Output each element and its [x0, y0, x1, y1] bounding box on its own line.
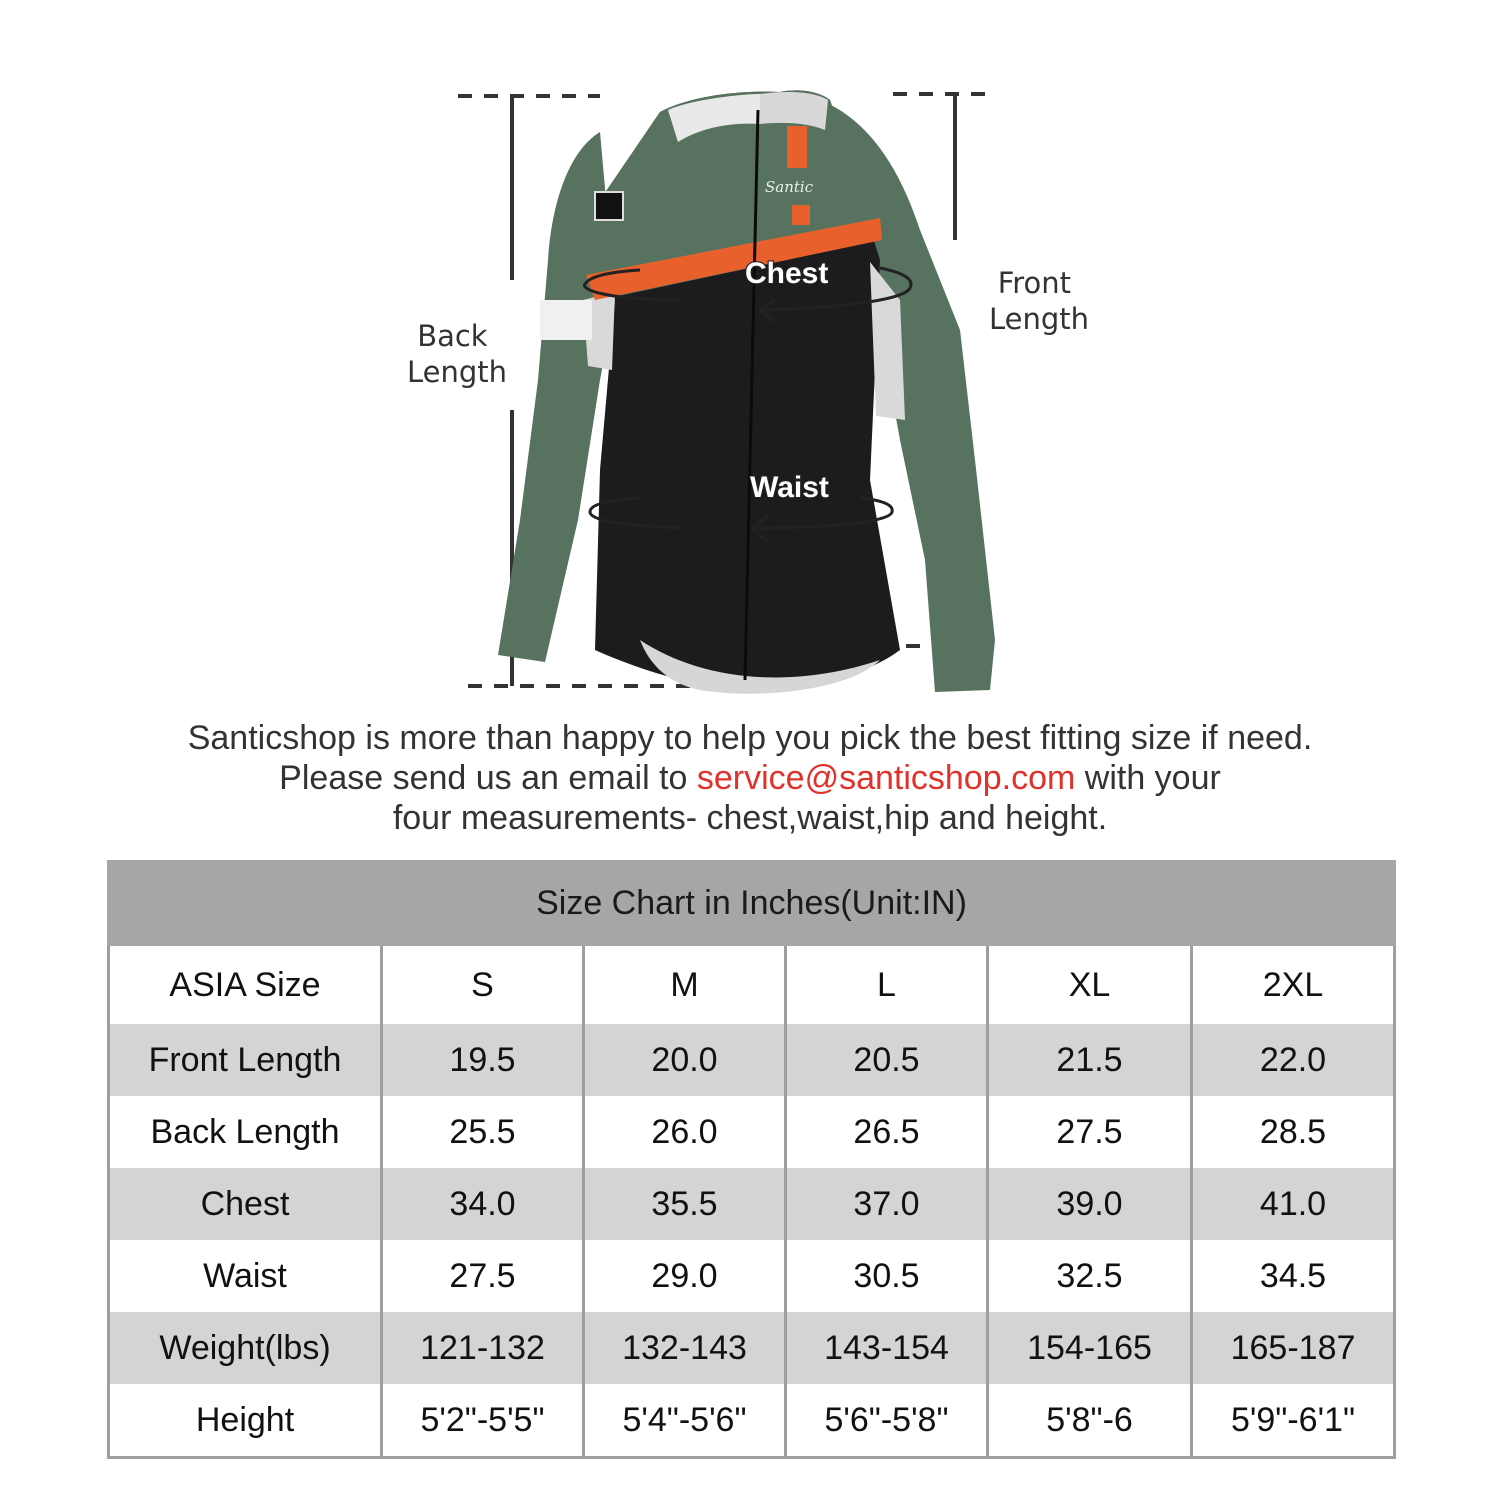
message-line-2: [0, 758, 1500, 798]
back-length-label: Back Length: [406, 319, 508, 389]
size-value-cell: M: [584, 946, 786, 1024]
size-value-cell: L: [786, 946, 988, 1024]
size-value-cell: 34.0: [382, 1168, 584, 1240]
jersey-measurement-illustration: [0, 0, 1500, 710]
size-value-cell: 5'2"-5'5": [382, 1384, 584, 1458]
size-value-cell: 37.0: [786, 1168, 988, 1240]
size-value-cell: 39.0: [988, 1168, 1192, 1240]
row-label-cell: Waist: [109, 1240, 382, 1312]
size-value-cell: 22.0: [1192, 1024, 1395, 1096]
size-row-back-length: [109, 1096, 1395, 1168]
size-header-row: [109, 946, 1395, 1024]
row-label-cell: Front Length: [109, 1024, 382, 1096]
size-value-cell: 132-143: [584, 1312, 786, 1384]
message-line-1: Santicshop is more than happy to help you pick the best fitting size if need.: [187, 719, 1313, 757]
size-value-cell: 25.5: [382, 1096, 584, 1168]
size-value-cell: 121-132: [382, 1312, 584, 1384]
size-value-cell: 20.0: [584, 1024, 786, 1096]
size-row-height: [109, 1384, 1395, 1458]
size-value-cell: 5'4"-5'6": [584, 1384, 786, 1458]
svg-text:Santic: Santic: [765, 178, 814, 196]
size-value-cell: 2XL: [1192, 946, 1395, 1024]
chest-label: Chest: [745, 257, 829, 290]
size-value-cell: 143-154: [786, 1312, 988, 1384]
size-value-cell: 28.5: [1192, 1096, 1395, 1168]
message-line-2-before: Please send us an email to: [279, 759, 688, 797]
size-value-cell: 154-165: [988, 1312, 1192, 1384]
help-message: [0, 718, 1500, 838]
size-value-cell: 19.5: [382, 1024, 584, 1096]
message-line-2-after: with your: [1084, 759, 1221, 797]
size-value-cell: 41.0: [1192, 1168, 1395, 1240]
size-value-cell: 26.5: [786, 1096, 988, 1168]
row-label-cell: ASIA Size: [109, 946, 382, 1024]
message-line-3: four measurements- chest,waist,hip and height.: [392, 799, 1108, 837]
size-chart-title: Size Chart in Inches(Unit:IN): [107, 860, 1396, 946]
size-value-cell: 5'8"-6: [988, 1384, 1192, 1458]
row-label-cell: Height: [109, 1384, 382, 1458]
size-row-chest: [109, 1168, 1395, 1240]
size-value-cell: 30.5: [786, 1240, 988, 1312]
front-length-label: Front Length: [988, 266, 1090, 336]
row-label-cell: Weight(lbs): [109, 1312, 382, 1384]
size-chart-table: [107, 860, 1396, 1459]
support-email-link[interactable]: service@santicshop.com: [696, 759, 1076, 797]
size-row-front-length: [109, 1024, 1395, 1096]
size-value-cell: 20.5: [786, 1024, 988, 1096]
size-chart-body: [109, 946, 1395, 1458]
size-value-cell: 34.5: [1192, 1240, 1395, 1312]
size-value-cell: 29.0: [584, 1240, 786, 1312]
size-value-cell: 27.5: [988, 1096, 1192, 1168]
size-row-weight-lbs: [109, 1312, 1395, 1384]
size-value-cell: S: [382, 946, 584, 1024]
row-label-cell: Back Length: [109, 1096, 382, 1168]
size-value-cell: XL: [988, 946, 1192, 1024]
size-value-cell: 5'9"-6'1": [1192, 1384, 1395, 1458]
size-value-cell: 27.5: [382, 1240, 584, 1312]
jersey-image: [498, 90, 995, 693]
size-value-cell: 35.5: [584, 1168, 786, 1240]
size-value-cell: 32.5: [988, 1240, 1192, 1312]
size-value-cell: 21.5: [988, 1024, 1192, 1096]
size-value-cell: 5'6"-5'8": [786, 1384, 988, 1458]
row-label-cell: Chest: [109, 1168, 382, 1240]
size-row-waist: [109, 1240, 1395, 1312]
waist-label: Waist: [750, 471, 829, 504]
size-value-cell: 26.0: [584, 1096, 786, 1168]
size-value-cell: 165-187: [1192, 1312, 1395, 1384]
